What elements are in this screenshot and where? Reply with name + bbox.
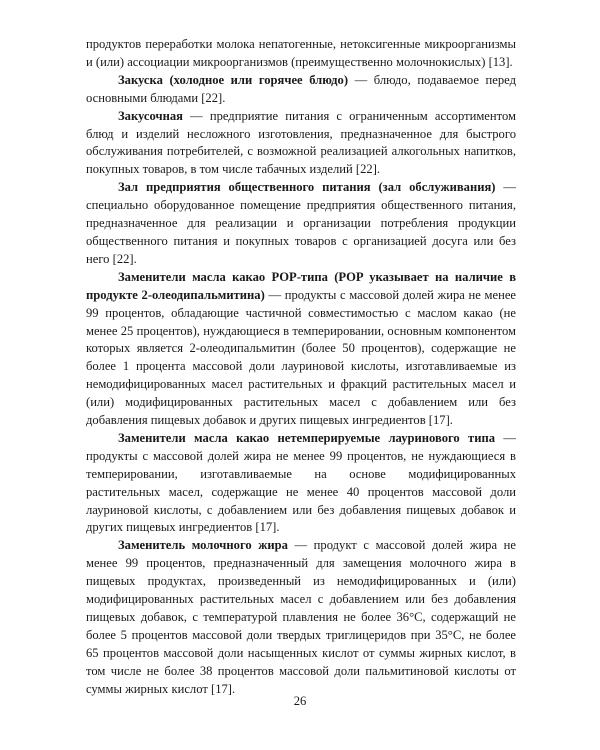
glossary-term: Закуска (холодное или горячее блюдо) xyxy=(118,72,349,87)
glossary-entry-pop-type xyxy=(86,269,516,430)
glossary-entry-milk-fat-substitute xyxy=(86,537,516,698)
glossary-definition: — специально оборудованное помещение предприятия общественного питания, предназначенное для реализации и организации потребления продукции общественного питания и покупных товаров с организацией досуга или без него [22]. xyxy=(86,180,516,266)
glossary-definition: — блюдо, подаваемое перед основными блюдами [22]. xyxy=(86,72,516,105)
glossary-definition: — предприятие питания с ограниченным ассортиментом блюд и изделий несложного изготовления, предназначенное для быстрого обслуживания потребителей, с возможной реализацией алкогольных напитков, покупных товаров, в том числе табачных изделий [22]. xyxy=(86,108,516,177)
document-page xyxy=(86,36,516,699)
glossary-definition: — продукт с массовой долей жира не менее 99 процентов, предназначенный для замещения молочного жира в пищевых продуктах, произведенный из немодифицированных и (или) модифицированных растительных масел с добавлением или без добавления пищевых добавок, с температурой плавления не более 36°C, содержащий не более 5 процентов массовой доли твердых триглицеридов при 35°C, не более 65 процентов массовой доли насыщенных кислот от суммы жирных кислот, в том числе не более 38 процентов массовой доли пальмитиновой кислоты от суммы жирных кислот [17]. xyxy=(86,538,516,696)
glossary-definition: — продукты с массовой долей жира не менее 99 процентов, не нуждающиеся в темперировании, изготавливаемые на основе модифицированных растительных масел, содержащие не менее 40 процентов массовой доли лауриновой кислоты, с добавлением или без добавления пищевых добавок и других пищевых ингредиентов [17]. xyxy=(86,430,516,535)
glossary-entry-lauric-type xyxy=(86,430,516,537)
glossary-entry-zakusochnaya xyxy=(86,108,516,180)
glossary-term: Закусочная xyxy=(118,108,183,123)
glossary-term: Заменители масла какао POP-типа (POP указывает на наличие в продукте 2-олеодипальмитина) xyxy=(86,269,516,302)
glossary-term: Заменитель молочного жира xyxy=(118,538,288,553)
page-number: 26 xyxy=(293,694,307,708)
glossary-entry-zal xyxy=(86,179,516,269)
glossary-term: Заменители масла какао нетемперируемые лауринового типа xyxy=(118,430,496,445)
glossary-term: Зал предприятия общественного питания (зал обслуживания) xyxy=(118,180,496,195)
glossary-definition: — продукты с массовой долей жира не менее 99 процентов, обладающие частичной совместимостью с маслом какао (не менее 25 процентов), нуждающиеся в темперировании, основным компонентом которых является 2-олеодипальмитин (более 50 процентов), содержащие не более 1 процента массовой доли лауриновой кислоты, изготавливаемые из немодифицированных масел растительных и фракций растительных масел и (или) модифицированных растительных масел с добавлением или без добавления пищевых добавок и других пищевых ингредиентов [17]. xyxy=(86,287,516,428)
continuation-paragraph: продуктов переработки молока непатогенные, нетоксигенные микроорганизмы и (или) ассоциации микроорганизмов (преимущественно молочнокислых) [13]. xyxy=(86,37,516,69)
glossary-entry-zakuska xyxy=(86,72,516,108)
